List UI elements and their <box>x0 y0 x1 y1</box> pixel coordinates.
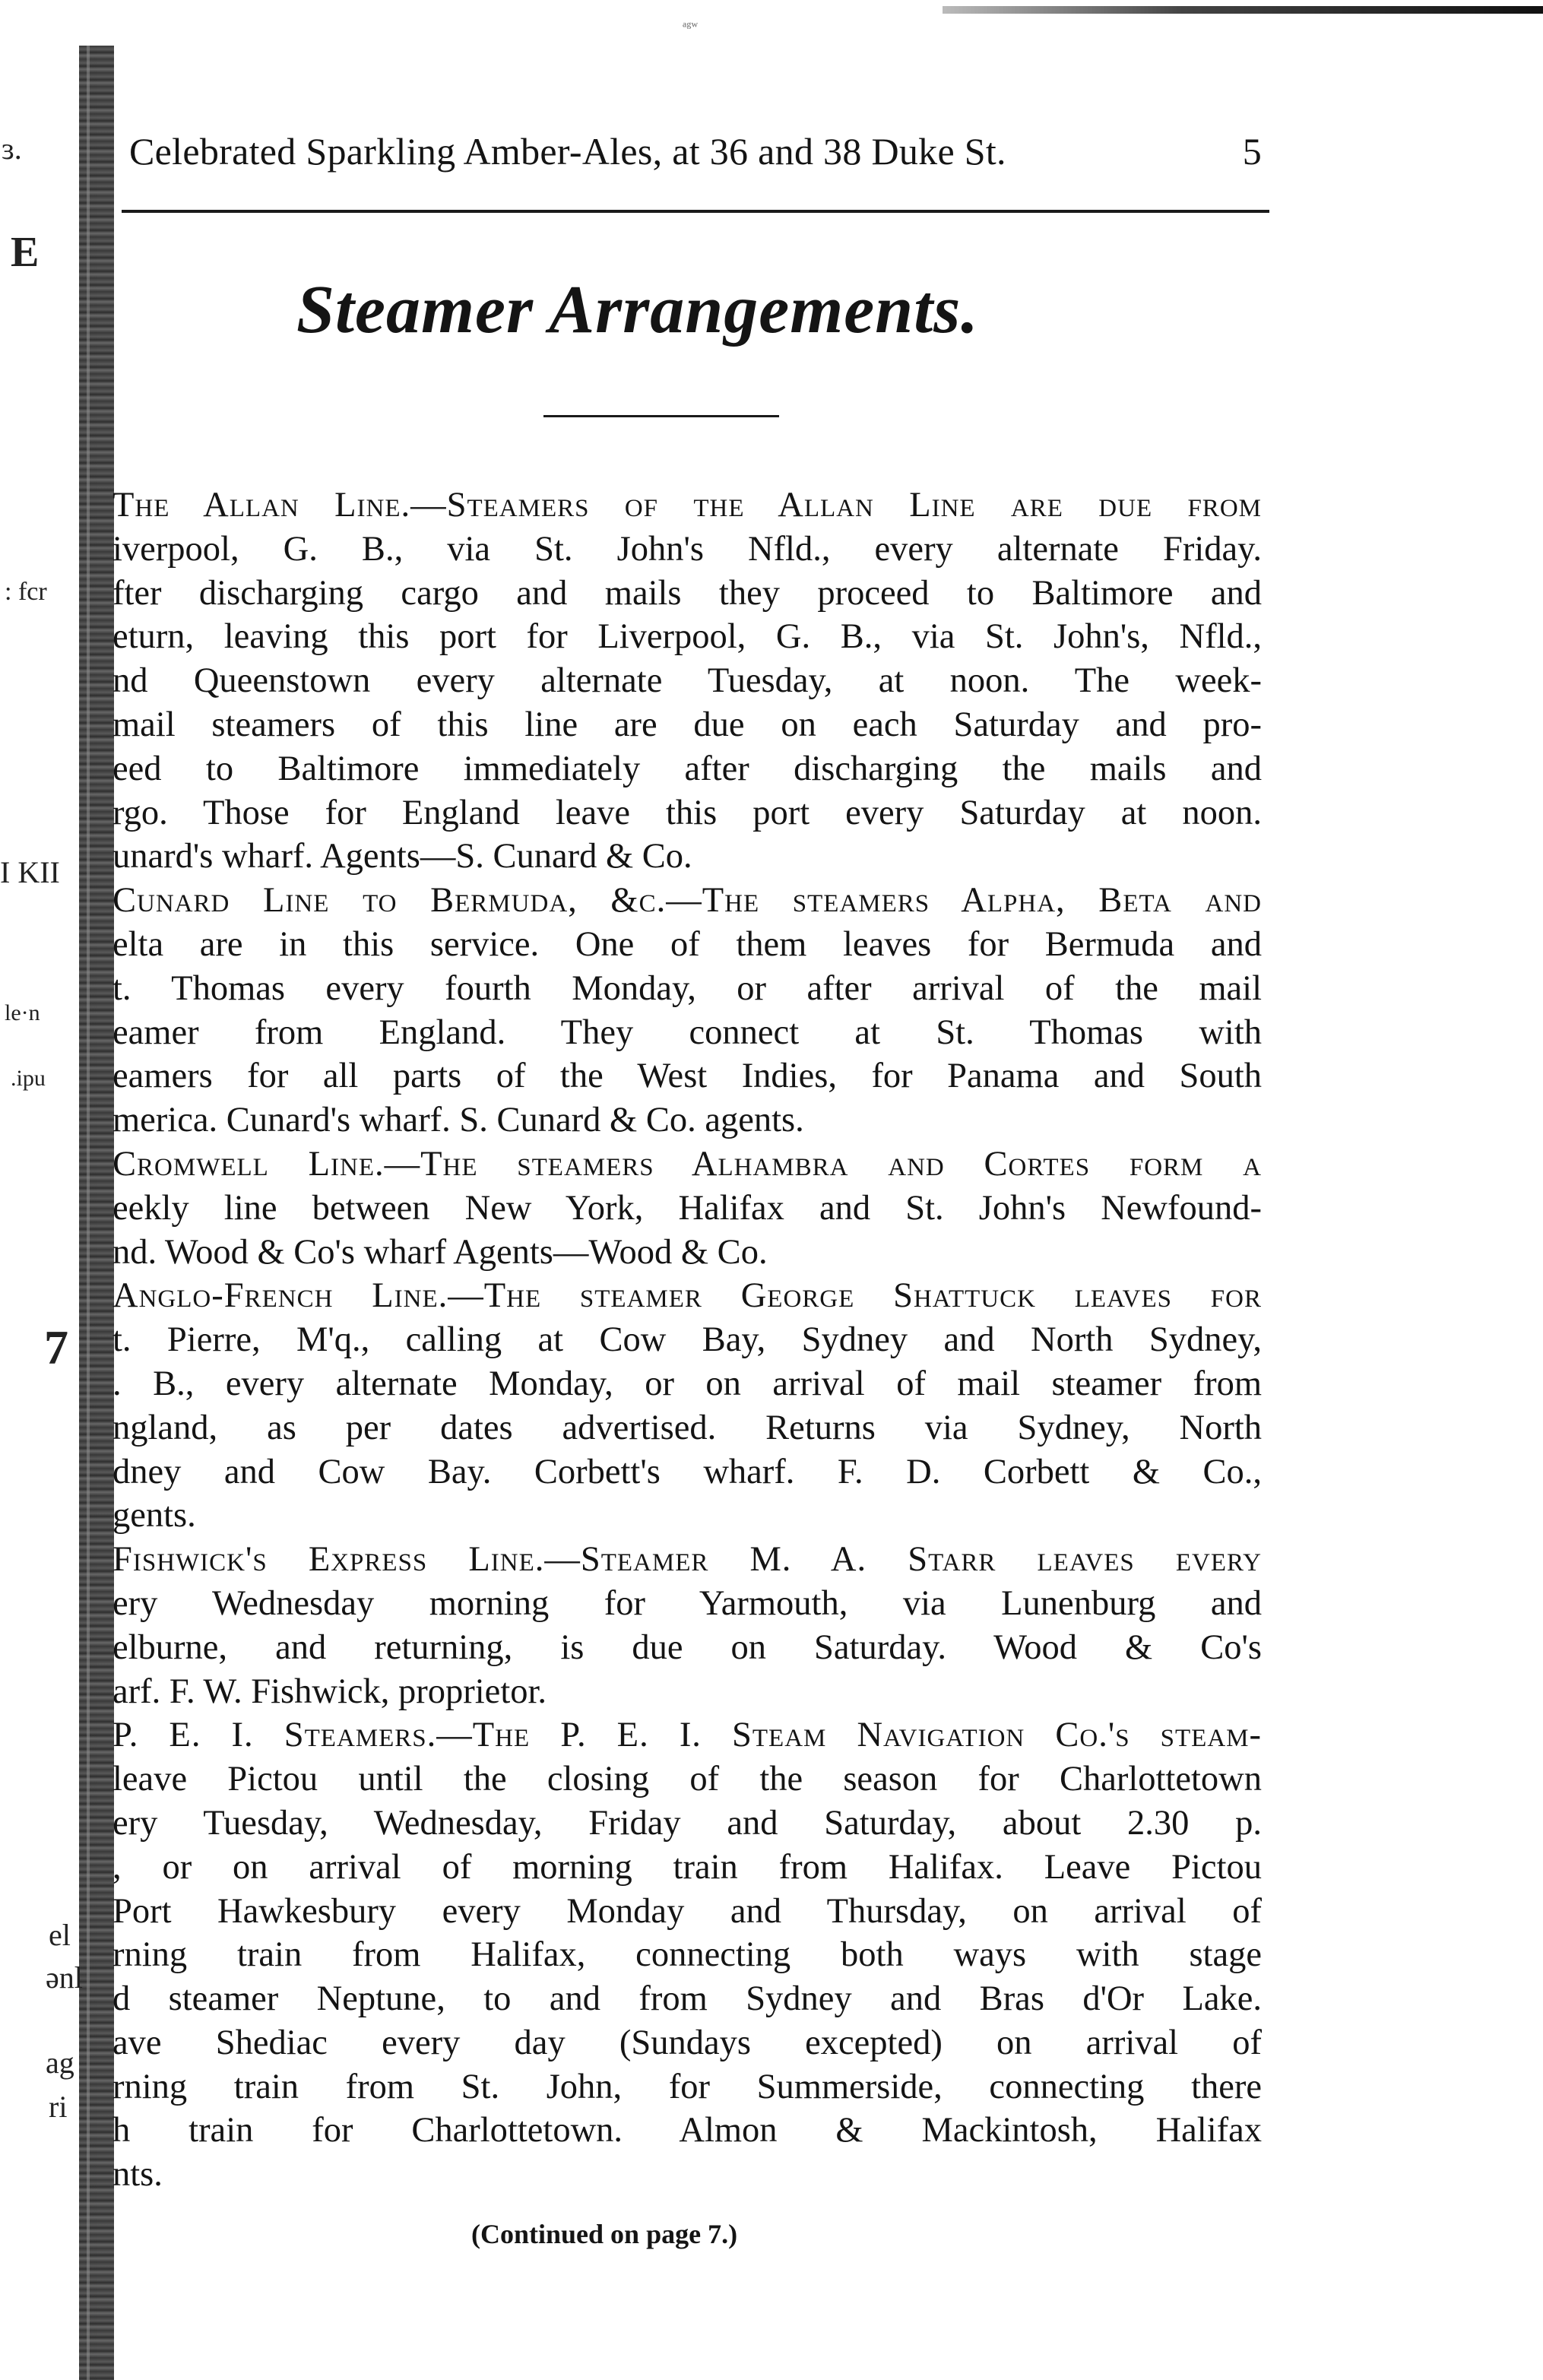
page-number: 5 <box>1242 130 1262 173</box>
text-line: t. Pierre, M'q., calling at Cow Bay, Sydney and North Sydney, <box>112 1320 1262 1360</box>
text-line <box>112 1142 1262 1187</box>
text-line <box>112 1538 1262 1582</box>
line-text: Anglo-French Line.—The steamer George Shattuck leaves for <box>112 1276 1262 1316</box>
text-line: rgo. Those for England leave this port every Saturday at noon. <box>112 793 1262 832</box>
text-line: fter discharging cargo and mails they proceed to Baltimore and <box>112 573 1262 613</box>
margin-fragment: ɜ. <box>2 132 22 166</box>
text-line: ery Tuesday, Wednesday, Friday and Saturday, about 2.30 p. <box>112 1803 1262 1843</box>
text-line: arf. F. W. Fishwick, proprietor. <box>112 1672 547 1711</box>
text-line: ery Wednesday morning for Yarmouth, via Lunenburg and <box>112 1583 1262 1623</box>
margin-fragment: le·n <box>5 1000 40 1025</box>
margin-fragment: ri <box>49 2090 68 2124</box>
paragraph-cromwell-line <box>112 1142 1262 1274</box>
text-line: eed to Baltimore immediately after discharging the mails and <box>112 749 1262 788</box>
top-edge-rule <box>943 6 1543 14</box>
paragraph-cunard-line <box>112 879 1262 1142</box>
margin-fragment: el <box>49 1918 71 1952</box>
text-line: nd Queenstown every alternate Tuesday, at noon. The week- <box>112 661 1262 701</box>
continued-note: (Continued on page 7.) <box>471 2219 738 2249</box>
line-text: Cromwell Line.—The steamers Alhambra and Cortes form a <box>112 1144 1262 1184</box>
margin-fragment: 7 <box>44 1320 68 1374</box>
text-line: d steamer Neptune, to and from Sydney and Bras d'Or Lake. <box>112 1979 1262 2019</box>
text-line: eamer from England. They connect at St. Thomas with <box>112 1013 1262 1052</box>
header-rule <box>122 210 1269 213</box>
text-line: elta are in this service. One of them leaves for Bermuda and <box>112 924 1262 964</box>
paragraph-fishwick-express-line <box>112 1538 1262 1713</box>
text-line: . B., every alternate Monday, or on arrival of mail steamer from <box>112 1364 1262 1403</box>
text-line: eamers for all parts of the West Indies, for Panama and South <box>112 1057 1262 1096</box>
text-line: unard's wharf. Agents—S. Cunard & Co. <box>112 837 692 876</box>
text-line: eturn, leaving this port for Liverpool, G. B., via St. John's, Nfld., <box>112 617 1262 657</box>
text-line <box>112 1274 1262 1318</box>
text-line: Port Hawkesbury every Monday and Thursday, on arrival of <box>112 1891 1262 1931</box>
text-line: dney and Cow Bay. Corbett's wharf. F. D. Corbett & Co., <box>112 1452 1262 1491</box>
text-line: , or on arrival of morning train from Halifax. Leave Pictou <box>112 1847 1262 1887</box>
line-text: Cunard Line to Bermuda, &c.—The steamers Alpha, Beta and <box>112 881 1262 921</box>
text-line: ave Shediac every day (Sundays excepted) on arrival of <box>112 2023 1262 2062</box>
margin-fragment: I KII <box>0 855 60 889</box>
text-line: t. Thomas every fourth Monday, or after arrival of the mail <box>112 968 1262 1008</box>
text-line: h train for Charlottetown. Almon & Mackintosh, Halifax <box>112 2111 1262 2150</box>
text-line <box>112 879 1262 923</box>
line-text: The Allan Line.—Steamers of the Allan Line are due from <box>112 486 1262 524</box>
text-line: gents. <box>112 1496 196 1535</box>
text-line: rning train from Halifax, connecting both ways with stage <box>112 1935 1262 1975</box>
paragraph-pei-steamers <box>112 1713 1262 2197</box>
line-text: Fishwick's Express Line.—Steamer M. A. Starr leaves every <box>112 1540 1262 1580</box>
margin-fragment: ag <box>46 2046 74 2080</box>
text-line: merica. Cunard's wharf. S. Cunard & Co. agents. <box>112 1101 804 1140</box>
text-line: ngland, as per dates advertised. Returns via Sydney, North <box>112 1408 1262 1447</box>
text-line: mail steamers of this line are due on each Saturday and pro- <box>112 705 1262 744</box>
margin-fragment: ənl <box>46 1960 83 1995</box>
running-header <box>129 129 1262 173</box>
text-line: leave Pictou until the closing of the season for Charlottetown <box>112 1760 1262 1799</box>
paragraph-allan-line <box>112 483 1262 879</box>
running-title: Celebrated Sparkling Amber-Ales, at 36 and 38 Duke St. <box>129 130 1006 173</box>
text-line: eekly line between New York, Halifax and St. John's Newfound- <box>112 1188 1262 1228</box>
article-body <box>112 483 1262 2197</box>
text-line: nts. <box>112 2155 163 2195</box>
page-title: Steamer Arrangements. <box>296 272 979 347</box>
margin-fragment: E <box>11 229 40 276</box>
line-text: P. E. I. Steamers.—The P. E. I. Steam Navigation Co.'s steam- <box>112 1716 1262 1755</box>
margin-fragment: .ipu <box>11 1066 46 1091</box>
top-ink-mark: ᵃᵍʷ <box>683 18 699 35</box>
margin-fragment: : fcr <box>5 578 47 606</box>
text-line <box>112 483 1262 528</box>
text-line: iverpool, G. B., via St. John's Nfld., every alternate Friday. <box>112 529 1262 569</box>
binding-gutter <box>79 46 114 2380</box>
title-rule <box>543 415 779 417</box>
text-line: rning train from St. John, for Summerside, connecting there <box>112 2067 1262 2106</box>
paragraph-anglo-french-line <box>112 1274 1262 1538</box>
text-line: nd. Wood & Co's wharf Agents—Wood & Co. <box>112 1232 768 1272</box>
text-line: elburne, and returning, is due on Saturday. Wood & Co's <box>112 1627 1262 1667</box>
text-line <box>112 1713 1262 1757</box>
